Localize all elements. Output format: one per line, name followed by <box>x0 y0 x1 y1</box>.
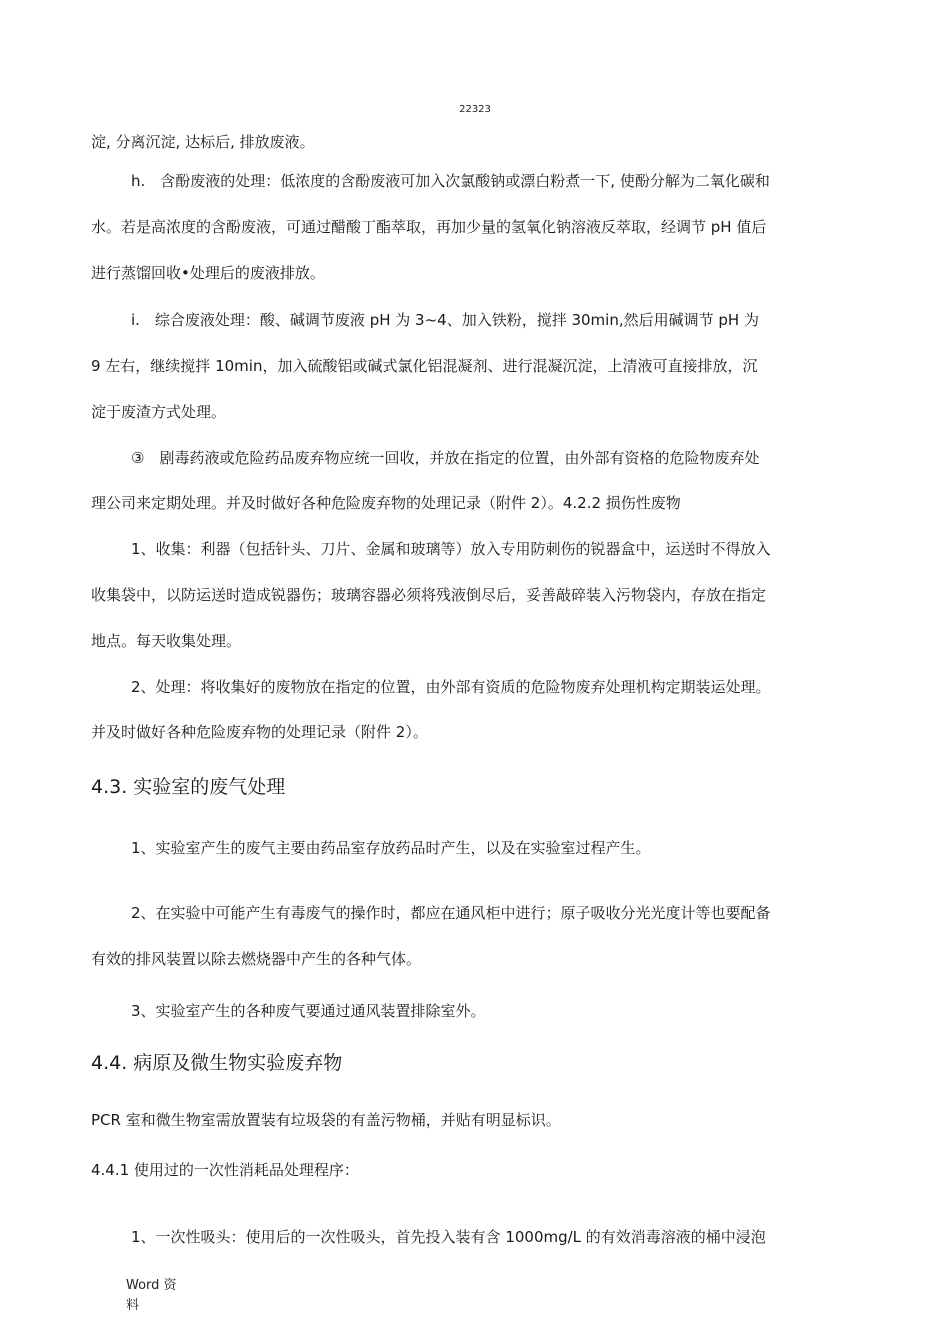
text-line: 水。若是高浓度的含酚废液，可通过醋酸丁酯萃取，再加少量的氢氧化钠溶液反萃取，经调节 pH 值后 <box>91 218 767 236</box>
text-line: 2、在实验中可能产生有毒废气的操作时，都应在通风柜中进行；原子吸收分光光度计等也要配备 <box>131 904 771 922</box>
section-heading: 4.4. 病原及微生物实验废弃物 <box>91 1052 343 1074</box>
footer-line: 料 <box>126 1298 140 1313</box>
footer-line: Word 资 <box>126 1278 177 1293</box>
text-line: 淀于废渣方式处理。 <box>91 403 227 421</box>
text-line: h. 含酚废液的处理：低浓度的含酚废液可加入次氯酸钠或漂白粉煮一下, 使酚分解为二氧化碳和 <box>131 172 770 190</box>
text-line: 理公司来定期处理。并及时做好各种危险废弃物的处理记录（附件 2）。4.2.2 损伤性废物 <box>91 494 681 512</box>
subsection-heading: 4.4.1 使用过的一次性消耗品处理程序： <box>91 1161 359 1179</box>
text-line: 2、处理：将收集好的废物放在指定的位置，由外部有资质的危险物废弃处理机构定期装运处理。 <box>131 678 771 696</box>
text-line: i. 综合废液处理：酸、碱调节废液 pH 为 3~4、加入铁粉，搅拌 30min,然后用碱调节 pH 为 <box>131 311 759 329</box>
text-line: 3、实验室产生的各种废气要通过通风装置排除室外。 <box>131 1002 486 1020</box>
text-line: 1、实验室产生的废气主要由药品室存放药品时产生，以及在实验室过程产生。 <box>131 839 651 857</box>
section-heading: 4.3. 实验室的废气处理 <box>91 776 286 798</box>
footer-label <box>126 1276 177 1316</box>
text-line: PCR 室和微生物室需放置装有垃圾袋的有盖污物桶，并贴有明显标识。 <box>91 1111 561 1129</box>
text-line: 进行蒸馏回收•处理后的废液排放。 <box>91 264 325 282</box>
text-line: 并及时做好各种危险废弃物的处理记录（附件 2）。 <box>91 723 428 741</box>
text-line: 收集袋中，以防运送时造成锐器伤；玻璃容器必须将残液倒尽后，妥善敲碎装入污物袋内，存放在指定 <box>91 586 767 604</box>
text-line: 1、收集：利器（包括针头、刀片、金属和玻璃等）放入专用防刺伤的锐器盒中，运送时不得放入 <box>131 540 771 558</box>
text-line: 淀, 分离沉淀, 达标后, 排放废液。 <box>91 133 315 151</box>
text-line: ③ 剧毒药液或危险药品废弃物应统一回收，并放在指定的位置，由外部有资格的危险物废弃处 <box>131 449 760 467</box>
text-line: 有效的排风装置以除去燃烧器中产生的各种气体。 <box>91 950 422 968</box>
text-line: 1、一次性吸头：使用后的一次性吸头，首先投入装有含 1000mg/L 的有效消毒溶液的桶中浸泡 <box>131 1228 766 1246</box>
page-number: 22323 <box>459 104 491 115</box>
text-line: 9 左右，继续搅拌 10min，加入硫酸铝或碱式氯化铝混凝剂、进行混凝沉淀，上清液可直接排放，沉 <box>91 357 758 375</box>
text-line: 地点。每天收集处理。 <box>91 632 242 650</box>
